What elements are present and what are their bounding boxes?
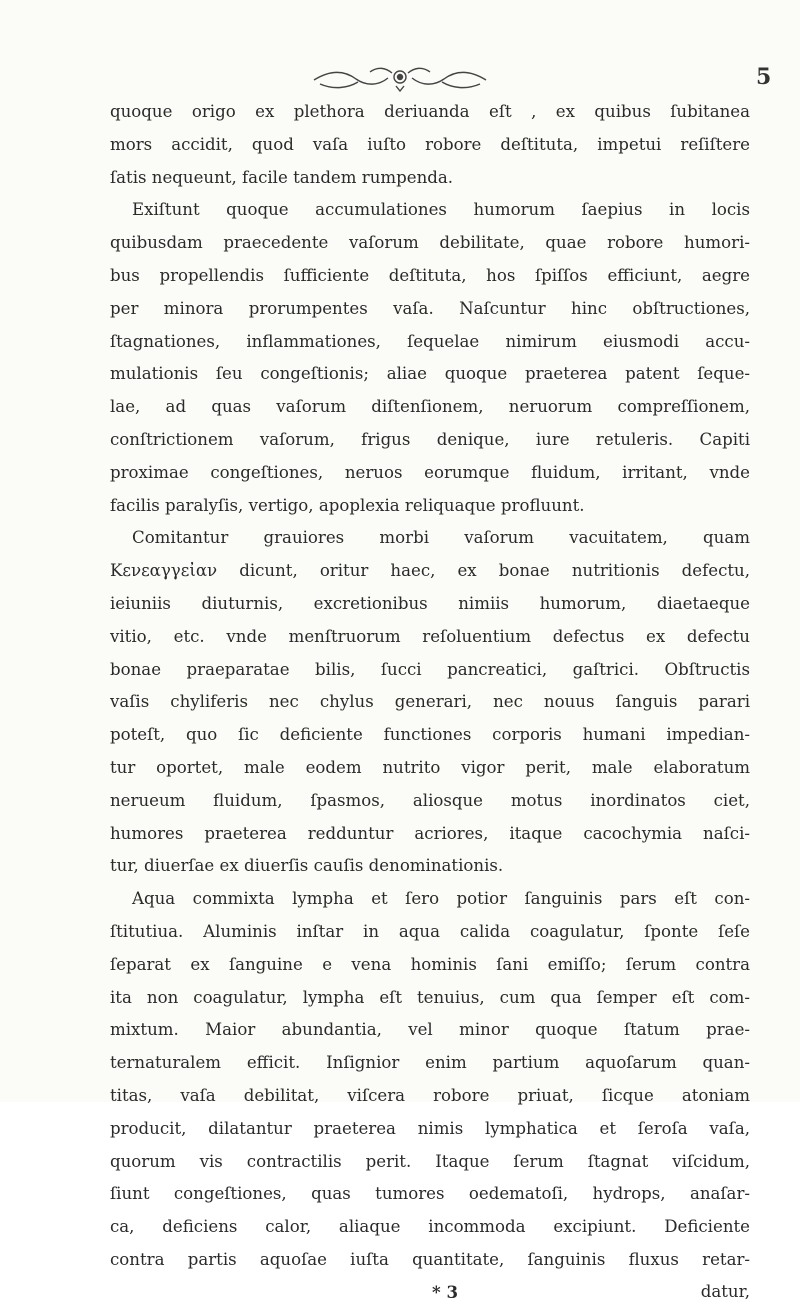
text-line: mors accidit, quod vaſa iuſto robore deſtituta, impetui reſiſtere [110, 134, 750, 154]
text-line: Κενεαγγεἰαν dicunt, oritur haec, ex bonae nutritionis defectu, [110, 561, 750, 581]
text-line: ſatis nequeunt, facile tandem rumpenda. [110, 167, 454, 187]
text-line: vaſis chyliferis nec chylus generari, nec nouus ſanguis parari [110, 692, 750, 712]
text-line: lae, ad quas vaſorum diſtenſionem, neruorum compreſſionem, [110, 397, 750, 417]
page-number: 5 [756, 64, 772, 90]
text-line: ſiunt congeſtiones, quas tumores oedematoſi, hydrops, anaſar- [110, 1184, 750, 1204]
text-line: mixtum. Maior abundantia, vel minor quoque ſtatum prae- [110, 1020, 750, 1040]
text-line: Exiſtunt quoque accumulationes humorum ſaepius in locis [132, 200, 750, 220]
text-line: ſeparat ex ſanguine e vena hominis ſani emiſſo; ſerum contra [110, 954, 750, 974]
page-footer [110, 1277, 750, 1307]
text-line: contra partis aquoſae iuſta quantitate, ſanguinis fluxus retar- [110, 1249, 750, 1269]
text-line: conſtrictionem vaſorum, frigus denique, iure retuleris. Capiti [110, 429, 750, 449]
body-text [110, 96, 750, 1307]
text-line: bus propellendis ſufficiente deſtituta, hos ſpiſſos efficiunt, aegre [110, 265, 750, 285]
text-line: ſtitutiua. Aluminis inſtar in aqua calida coagulatur, ſponte ſeſe [110, 921, 750, 941]
text-line: producit, dilatantur praeterea nimis lymphatica et ſeroſa vaſa, [110, 1118, 750, 1138]
text-line: humores praeterea redduntur acriores, itaque cacochymia naſci- [110, 823, 750, 843]
text-line: nerueum fluidum, ſpasmos, aliosque motus inordinatos ciet, [110, 790, 750, 810]
catchword: datur, [700, 1281, 750, 1301]
text-line: quorum vis contractilis perit. Itaque ſerum ſtagnat viſcidum, [110, 1151, 750, 1171]
text-line: quoque origo ex plethora deriuanda eſt , ex quibus ſubitanea [110, 102, 750, 121]
text-line: Comitantur grauiores morbi vaſorum vacuitatem, quam [132, 528, 750, 548]
text-line: ternaturalem efficit. Inſignior enim partium aquoſarum quan- [110, 1053, 750, 1073]
text-line: per minora prorumpentes vaſa. Naſcuntur hinc obſtructiones, [110, 298, 750, 318]
text-line: ita non coagulatur, lympha eſt tenuius, cum qua ſemper eſt com- [110, 987, 750, 1007]
text-line: tur oportet, male eodem nutrito vigor perit, male elaboratum [110, 757, 750, 777]
text-line: facilis paralyſis, vertigo, apoplexia reliquaque profluunt. [110, 495, 585, 515]
signature-mark: * 3 [432, 1281, 459, 1302]
text-line: Aqua commixta lympha et ſero potior ſanguinis pars eſt con- [132, 889, 750, 909]
text-line: quibusdam praecedente vaſorum debilitate, quae robore humori- [110, 233, 750, 253]
text-line: ſtagnationes, inflammationes, ſequelae nimirum eiusmodi accu- [110, 331, 750, 351]
text-line: vitio, etc. vnde menſtruorum reſoluentium defectus ex defectu [110, 626, 750, 646]
header-ornament-icon [300, 64, 500, 94]
text-line: bonae praeparatae bilis, ſucci pancreatici, gaſtrici. Obſtructis [110, 659, 750, 679]
text-line: titas, vaſa debilitat, viſcera robore priuat, ſicque atoniam [110, 1085, 750, 1105]
text-line: ca, deficiens calor, aliaque incommoda excipiunt. Deficiente [110, 1217, 750, 1237]
text-line: proximae congeſtiones, neruos eorumque fluidum, irritant, vnde [110, 462, 750, 482]
text-line: poteſt, quo ſic deficiente functiones corporis humani impedian- [110, 725, 750, 745]
text-line: mulationis ſeu congeſtionis; aliae quoque praeterea patent ſeque- [110, 364, 750, 384]
text-line: tur, diuerſae ex diuerſis cauſis denominationis. [110, 856, 504, 876]
text-line: ieiuniis diuturnis, excretionibus nimiis humorum, diaetaeque [110, 593, 750, 613]
